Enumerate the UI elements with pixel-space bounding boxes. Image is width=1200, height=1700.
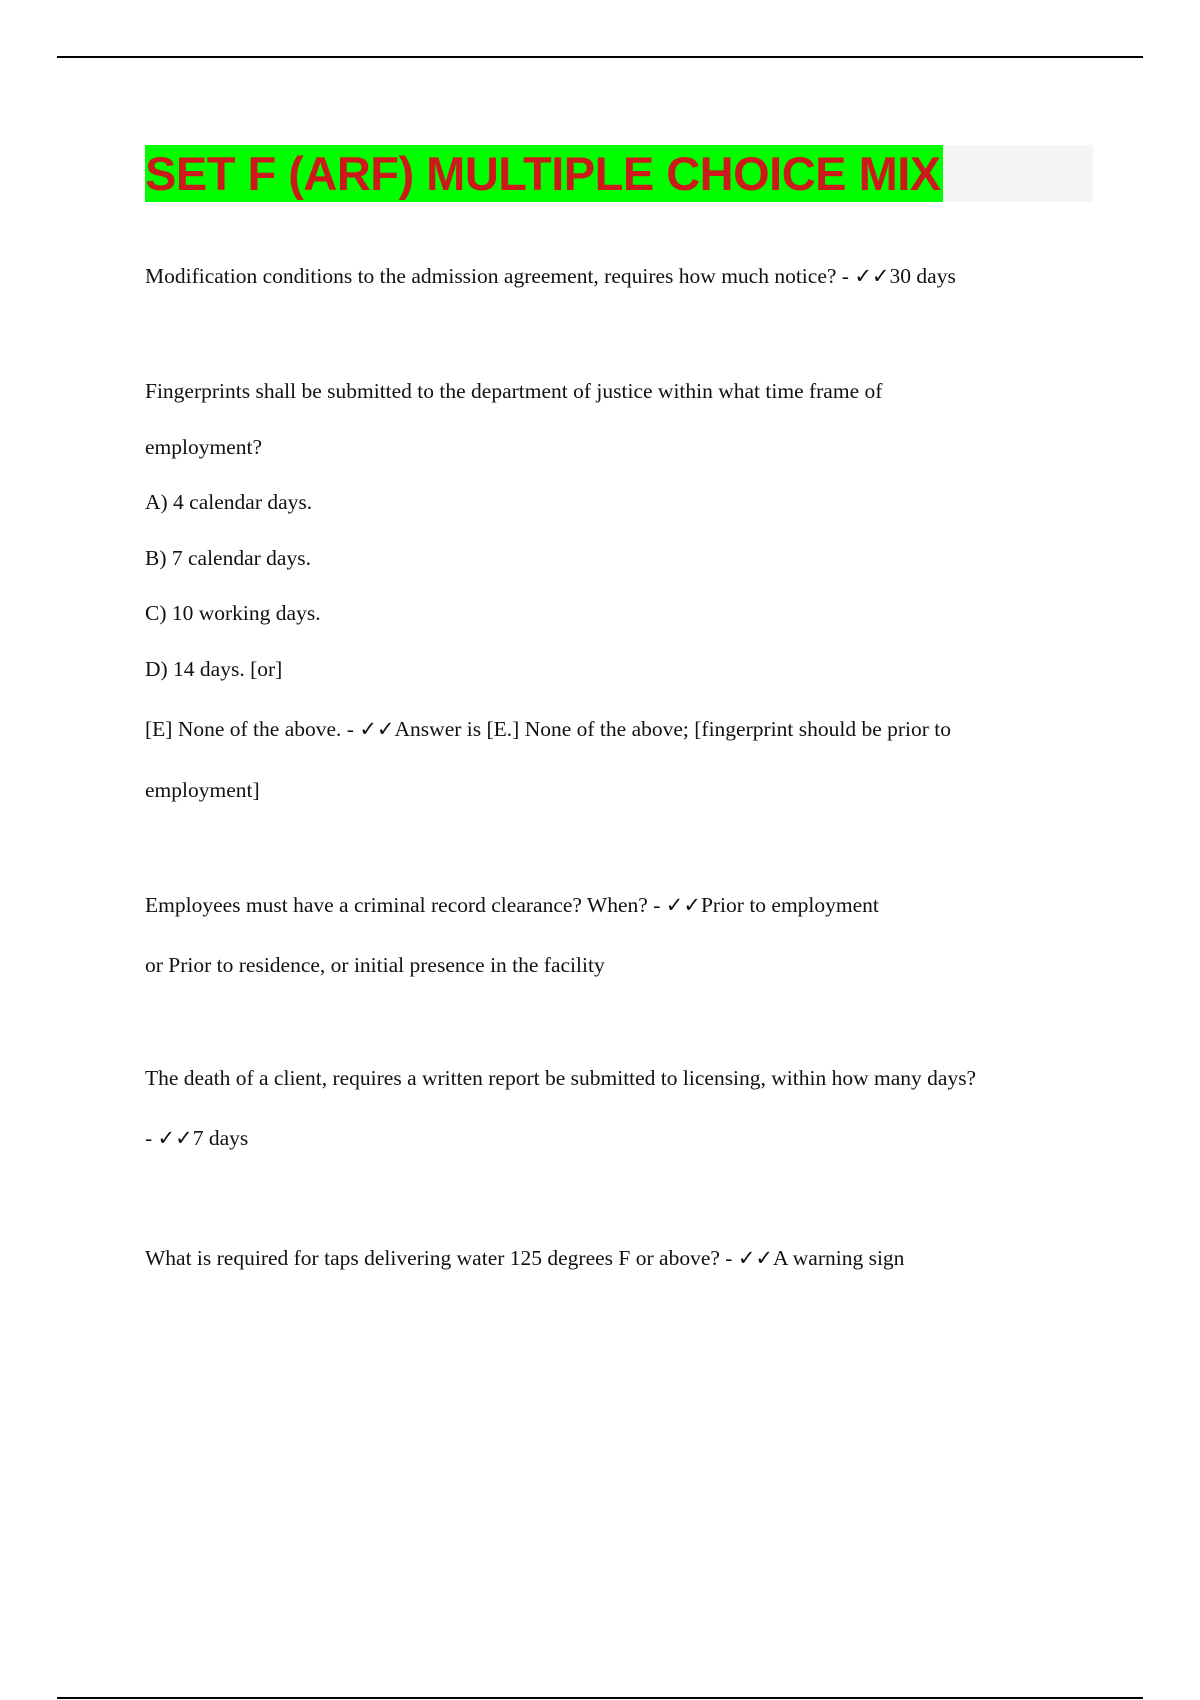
check-mark-icon: ✓✓ xyxy=(157,1126,193,1150)
question-2-option-e-text: [E] None of the above. - xyxy=(145,717,360,741)
question-4-answer-line xyxy=(145,1125,248,1151)
question-3-answer-line-1: Prior to employment xyxy=(700,893,879,917)
question-3-text: Employees must have a criminal record clearance? When? - xyxy=(145,893,666,917)
question-2-option-c: C) 10 working days. xyxy=(145,601,321,625)
question-2-option-a: A) 4 calendar days. xyxy=(145,490,313,514)
question-4-text: The death of a client, requires a written report be submitted to licensing, within how many days? xyxy=(145,1066,977,1090)
question-2-answer-line-2: employment] xyxy=(145,778,260,802)
question-1 xyxy=(145,263,956,289)
question-3 xyxy=(145,892,879,918)
question-2-line-1: Fingerprints shall be submitted to the department of justice within what time frame of xyxy=(145,379,883,403)
check-mark-icon: ✓✓ xyxy=(665,893,701,917)
question-1-answer: 30 days xyxy=(889,264,956,288)
question-4-prefix: - xyxy=(145,1126,158,1150)
footer-rule xyxy=(57,1697,1143,1699)
question-2-option-e xyxy=(145,716,951,742)
question-1-text: Modification conditions to the admission agreement, requires how much notice? - xyxy=(145,264,855,288)
document-title: SET F (ARF) MULTIPLE CHOICE MIX xyxy=(145,147,941,200)
question-4-answer: 7 days xyxy=(192,1126,249,1150)
question-2-option-d: D) 14 days. [or] xyxy=(145,657,283,681)
question-5-text: What is required for taps delivering water 125 degrees F or above? - xyxy=(145,1246,738,1270)
question-3-answer-line-2: or Prior to residence, or initial presence in the facility xyxy=(145,953,605,977)
question-2-answer-line-1: Answer is [E.] None of the above; [fingerprint should be prior to xyxy=(394,717,952,741)
check-mark-icon: ✓✓ xyxy=(737,1246,774,1270)
question-2-line-2: employment? xyxy=(145,435,263,459)
question-2-option-b: B) 7 calendar days. xyxy=(145,546,311,570)
header-rule xyxy=(57,56,1143,58)
question-5 xyxy=(145,1245,904,1271)
check-mark-icon: ✓✓ xyxy=(359,717,395,741)
question-5-answer: A warning sign xyxy=(773,1246,905,1270)
check-mark-icon: ✓✓ xyxy=(854,264,890,288)
